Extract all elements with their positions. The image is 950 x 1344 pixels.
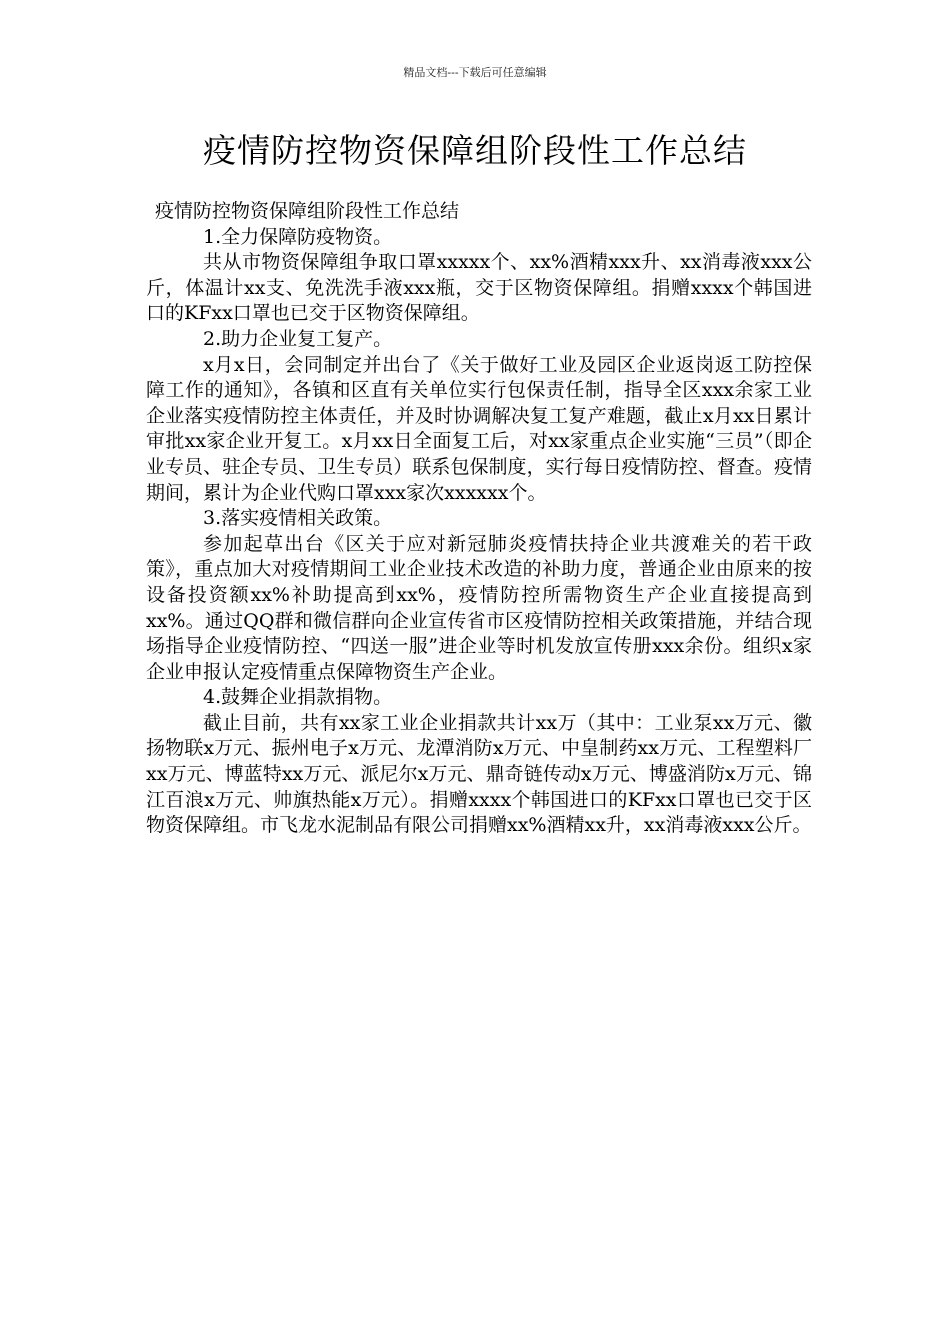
document-subtitle: 疫情防控物资保障组阶段性工作总结 (155, 200, 460, 222)
section-heading-3: 3.落实疫情相关政策。 (203, 507, 393, 530)
document-title: 疫情防控物资保障组阶段性工作总结 (203, 131, 747, 170)
section-body-2: x月x日，会同制定并出台了《关于做好工业及园区企业返岗返工防控保障工作的通知》，各镇和区直有关单位实行包保责任制，指导全区xxx余家工业企业落实疫情防控主体责任，并及时协调解决复工复产难题，截止x月xx日累计审批xx家企业开复工。x月xx日全面复工后，对xx家重点企业实施“三员”（即企业专员、驻企专员、卫生专员）联系包保制度，实行每日疫情防控、督查。疫情期间，累计为企业代购口罩xxx家次xxxxxx个。 (146, 353, 812, 504)
section-body-4: 截止目前，共有xx家工业企业捐款共计xx万（其中：工业泵xx万元、徽扬物联x万元、振州电子x万元、龙潭消防x万元、中皇制药xx万元、工程塑料厂xx万元、博蓝特xx万元、派尼尔x万元、鼎奇链传动x万元、博盛消防x万元、锦江百浪x万元、帅旗热能x万元）。捐赠xxxx个韩国进口的KFxx口罩也已交于区物资保障组。市飞龙水泥制品有限公司捐赠xx%酒精xx升，xx消毒液xxx公斤。 (146, 711, 812, 837)
section-body-3: 参加起草出台《区关于应对新冠肺炎疫情扶持企业共渡难关的若干政策》，重点加大对疫情期间工业企业技术改造的补助力度，普通企业由原来的按设备投资额xx%补助提高到xx%，疫情防控所需物资生产企业直接提高到xx%。通过QQ群和微信群向企业宣传省市区疫情防控相关政策措施，并结合现场指导企业疫情防控、“四送一服”进企业等时机发放宣传册xxx余份。组织x家企业申报认定疫情重点保障物资生产企业。 (146, 532, 812, 683)
section-heading-4: 4.鼓舞企业捐款捐物。 (203, 686, 393, 709)
page-header-note: 精品文档---下载后可任意编辑 (403, 66, 547, 79)
document-body (146, 199, 812, 839)
section-heading-1: 1.全力保障防疫物资。 (203, 225, 393, 248)
section-heading-2: 2.助力企业复工复产。 (203, 327, 393, 350)
section-body-1: 共从市物资保障组争取口罩xxxxx个、xx%酒精xxx升、xx消毒液xxx公斤，体温计xx支、免洗洗手液xxx瓶，交于区物资保障组。捐赠xxxx个韩国进口的KFxx口罩也已交于区物资保障组。 (146, 251, 812, 325)
